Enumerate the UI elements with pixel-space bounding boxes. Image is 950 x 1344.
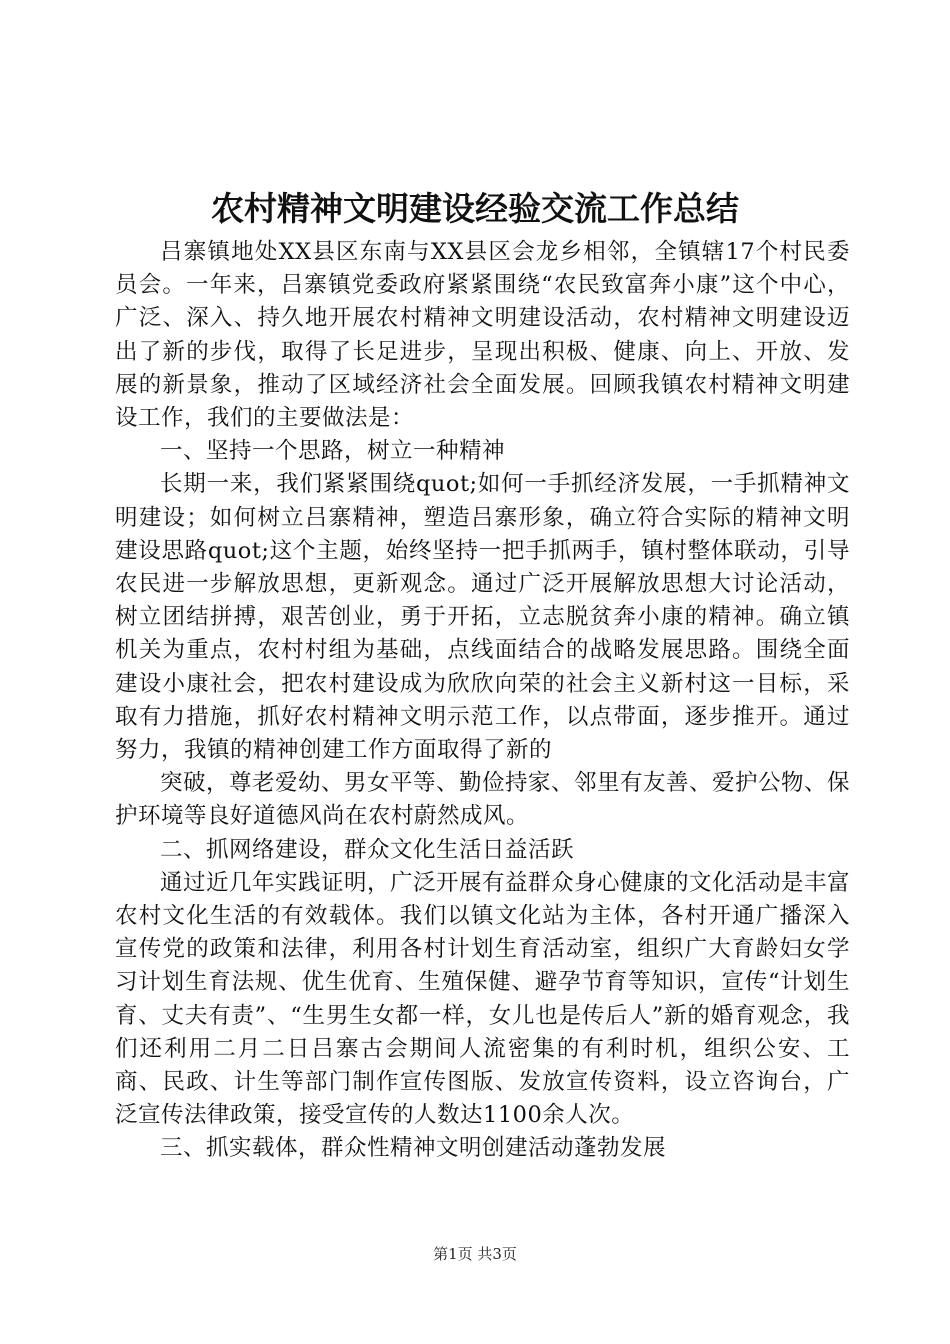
section-heading-2: 二、抓网络建设，群众文化生活日益活跃 — [160, 836, 575, 863]
page-footer: 第1页 共3页 — [433, 1245, 517, 1263]
section-heading-1: 一、坚持一个思路，树立一种精神 — [160, 438, 506, 465]
paragraph-section-2: 通过近几年实践证明，广泛开展有益群众身心健康的文化活动是丰富农村文化生活的有效载体。我们以镇文化站为主体，各村开通广播深入宣传党的政策和法律，利用各村计划生育活动室，组织广大育龄妇女学习计划生育法规、优生优育、生殖保健、避孕节育等知识，宣传“计划生育、丈夫有责”、“生男生女都一样，女儿也是传后人”新的婚育观念，我们还利用二月二日吕寨古会期间人流密集的有利时机，组织公安、工商、民政、计生等部门制作宣传图版、发放宣传资料，设立咨询台，广泛宣传法律政策，接受宣传的人数达1100余人次。 — [115, 869, 851, 1129]
paragraph-section-1-continued: 突破，尊老爱幼、男女平等、勤俭持家、邻里有友善、爱护公物、保护环境等良好道德风尚在农村蔚然成风。 — [115, 770, 851, 830]
document-body — [115, 236, 850, 1166]
section-heading-3: 三、抓实载体，群众性精神文明创建活动蓬勃发展 — [160, 1135, 667, 1162]
paragraph-section-1: 长期一来，我们紧紧围绕quot;如何一手抓经济发展，一手抓精神文明建设；如何树立吕寨精神，塑造吕寨形象，确立符合实际的精神文明建设思路quot;这个主题，始终坚持一把手抓两手，镇村整体联动，引导农民进一步解放思想，更新观念。通过广泛开展解放思想大讨论活动，树立团结拼搏，艰苦创业，勇于开拓，立志脱贫奔小康的精神。确立镇机关为重点，农村村组为基础，点线面结合的战略发展思路。围绕全面建设小康社会，把农村建设成为欣欣向荣的社会主义新村这一目标，采取有力措施，抓好农村精神文明示范工作，以点带面，逐步推开。通过努力，我镇的精神创建工作方面取得了新的 — [115, 471, 850, 764]
paragraph-intro: 吕寨镇地处XX县区东南与XX县区会龙乡相邻，全镇辖17个村民委员会。一年来，吕寨镇党委政府紧紧围绕“农民致富奔小康”这个中心，广泛、深入、持久地开展农村精神文明建设活动，农村精神文明建设迈出了新的步伐，取得了长足进步，呈现出积极、健康、向上、开放、发展的新景象，推动了区域经济社会全面发展。回顾我镇农村精神文明建设工作，我们的主要做法是： — [115, 239, 850, 432]
document-title: 农村精神文明建设经验交流工作总结 — [211, 189, 739, 228]
